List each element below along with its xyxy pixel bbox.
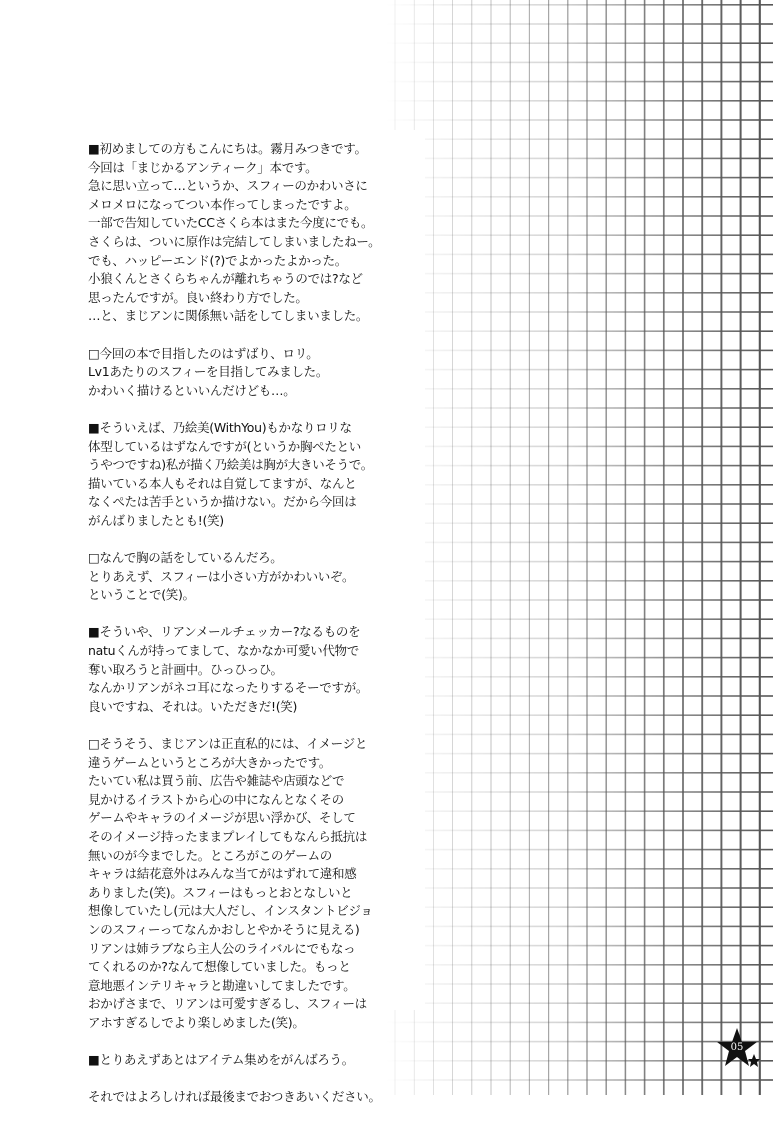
grid-line: [385, 599, 773, 601]
text-line: ありました(笑)。スフィーはもっとおとなしいと: [88, 884, 353, 900]
paragraph: [88, 623, 428, 716]
grid-line: [385, 849, 773, 851]
grid-line: [385, 292, 773, 294]
text-line: 良いですね、それは。いただきだ!(笑): [88, 698, 298, 714]
grid-line: [385, 330, 773, 332]
text-line: 無いのが今までした。ところがこのゲームの: [88, 847, 333, 863]
grid-line: [385, 714, 773, 716]
grid-line: [385, 734, 773, 736]
grid-line: [385, 234, 773, 236]
paragraph: [88, 140, 428, 326]
text-line: □そうそう、まじアンは正直私的には、イメージと: [88, 736, 368, 751]
grid-line: [385, 1079, 773, 1081]
grid-line: [385, 388, 773, 390]
grid-line: [385, 791, 773, 793]
grid-line: [385, 23, 773, 25]
grid-line: [385, 42, 773, 44]
grid-line: [385, 618, 773, 620]
grid-line: [385, 695, 773, 697]
text-line: ■とりあえずあとはアイテム集めをがんばろう。: [88, 1052, 354, 1068]
grid-line: [385, 542, 773, 544]
grid-line: [385, 119, 773, 121]
text-line: □なんで胸の話をしているんだろ。: [88, 550, 283, 566]
grid-line: [385, 522, 773, 524]
text-line: アホすぎるしでより楽しめました(笑)。: [88, 1014, 305, 1030]
grid-line: [385, 772, 773, 774]
text-line: 描いている本人もそれは自覚してますが、なんと: [88, 475, 357, 491]
paragraph: [88, 549, 428, 605]
grid-line: [385, 407, 773, 409]
grid-line: [385, 138, 773, 140]
text-line: さくらは、ついに原作は完結してしまいましたねー。: [88, 233, 381, 249]
grid-line: [385, 926, 773, 928]
grid-line: [385, 196, 773, 198]
text-line: 今回は「まじかるアンティーク」本です。: [88, 159, 318, 175]
grid-line: [385, 830, 773, 832]
grid-line: [385, 273, 773, 275]
grid-line: [385, 100, 773, 102]
grid-line: [385, 638, 773, 640]
grid-line: [385, 484, 773, 486]
text-line: Lv1あたりのスフィーを目指してみました。: [88, 364, 329, 380]
grid-line: [385, 62, 773, 64]
grid-line: [385, 983, 773, 985]
grid-line: [385, 906, 773, 908]
grid-line: [385, 657, 773, 659]
text-line: 思ったんですが。良い終わり方でした。: [88, 289, 308, 305]
afterword-text: [88, 140, 428, 1125]
grid-line: [385, 215, 773, 217]
text-line: とりあえず、スフィーは小さい方がかわいいぞ。: [88, 568, 355, 584]
text-line: かわいく描けるといいんだけども…。: [88, 382, 296, 398]
paragraph: [88, 345, 428, 401]
text-line: そのイメージ持ったままプレイしてもなんら抵抗は: [88, 828, 368, 844]
text-line: 体型しているはずなんですが(というか胸ぺたとい: [88, 438, 361, 454]
grid-line: [385, 810, 773, 812]
grid-line: [385, 350, 773, 352]
text-line: ということで(笑)。: [88, 587, 195, 603]
grid-line: [385, 311, 773, 313]
paragraph: [88, 419, 428, 531]
page-number: 05: [730, 1042, 744, 1053]
grid-line: [385, 426, 773, 428]
text-line: おかげさまで、リアンは可愛すぎるし、スフィーは: [88, 996, 367, 1012]
text-line: 想像していたし(元は大人だし、インスタントビジョ: [88, 903, 373, 919]
grid-line: [385, 369, 773, 371]
grid-line: [385, 964, 773, 966]
grid-line: [385, 887, 773, 889]
text-line: □今回の本で目指したのはずばり、ロリ。: [88, 345, 319, 361]
grid-line: [385, 753, 773, 755]
text-line: …と、まじアンに関係無い話をしてしまいました。: [88, 308, 369, 324]
text-line: 見かけるイラストから心の中になんとなくその: [88, 791, 344, 807]
text-line: てくれるのか?なんて想像していました。もっと: [88, 959, 351, 975]
text-line: なんかリアンがネコ耳になったりするそーですが。: [88, 680, 369, 696]
page-number-badge: [714, 1026, 760, 1072]
text-line: natuくんが持ってまして、なかなか可愛い代物で: [88, 643, 359, 659]
grid-line: [385, 446, 773, 448]
text-line: なくぺたは苦手というか描けない。だから今回は: [88, 494, 357, 510]
grid-line: [385, 4, 773, 6]
grid-line: [385, 81, 773, 83]
grid-line: [385, 465, 773, 467]
text-line: 急に思い立って…というか、スフィーのかわいさに: [88, 178, 368, 194]
text-line: 奪い取ろうと計画中。ひっひっひ。: [88, 661, 283, 677]
text-line: ンのスフィーってなんかおしとやかそうに見える): [88, 921, 360, 937]
grid-line: [385, 158, 773, 160]
text-line: でも、ハッピーエンド(?)でよかったよかった。: [88, 252, 347, 268]
text-line: ゲームやキャラのイメージが思い浮かび、そして: [88, 810, 356, 826]
text-line: 一部で告知していたCCさくら本はまた今度にでも。: [88, 215, 374, 231]
grid-line: [385, 503, 773, 505]
text-line: メロメロになってつい本作ってしまったですよ。: [88, 196, 357, 212]
paragraph: [88, 735, 428, 1033]
grid-line: [385, 254, 773, 256]
text-line: それではよろしければ最後までおつきあいください。: [88, 1089, 381, 1105]
grid-line: [385, 561, 773, 563]
grid-line: [385, 177, 773, 179]
grid-line: [385, 1002, 773, 1004]
text-line: 小狼くんとさくらちゃんが離れちゃうのでは?など: [88, 271, 363, 287]
text-line: 意地悪インテリキャラと勘違いしてましたです。: [88, 977, 356, 993]
text-line: キャラは結花意外はみんな当てがはずれて違和感: [88, 866, 357, 882]
text-line: 違うゲームというところが大きかったです。: [88, 754, 332, 770]
text-line: ■そういや、リアンメールチェッカー?なるものを: [88, 624, 361, 640]
text-line: たいてい私は買う前、広告や雑誌や店頭などで: [88, 773, 345, 789]
text-line: ■初めましての方もこんにちは。霧月みつきです。: [88, 141, 367, 156]
text-line: うやつですね)私が描く乃絵美は胸が大きいそうで。: [88, 457, 373, 473]
paragraph: [88, 1088, 428, 1107]
grid-line: [385, 868, 773, 870]
grid-line: [385, 580, 773, 582]
text-line: ■そういえば、乃絵美(WithYou)もかなりロリな: [88, 419, 352, 435]
text-line: がんばりましたとも!(笑): [88, 512, 224, 528]
grid-line: [385, 945, 773, 947]
grid-line: [385, 676, 773, 678]
grid-line: [385, 1022, 773, 1024]
paragraph: [88, 1051, 428, 1070]
text-line: リアンは姉ラブなら主人公のライバルにでもなっ: [88, 940, 356, 956]
